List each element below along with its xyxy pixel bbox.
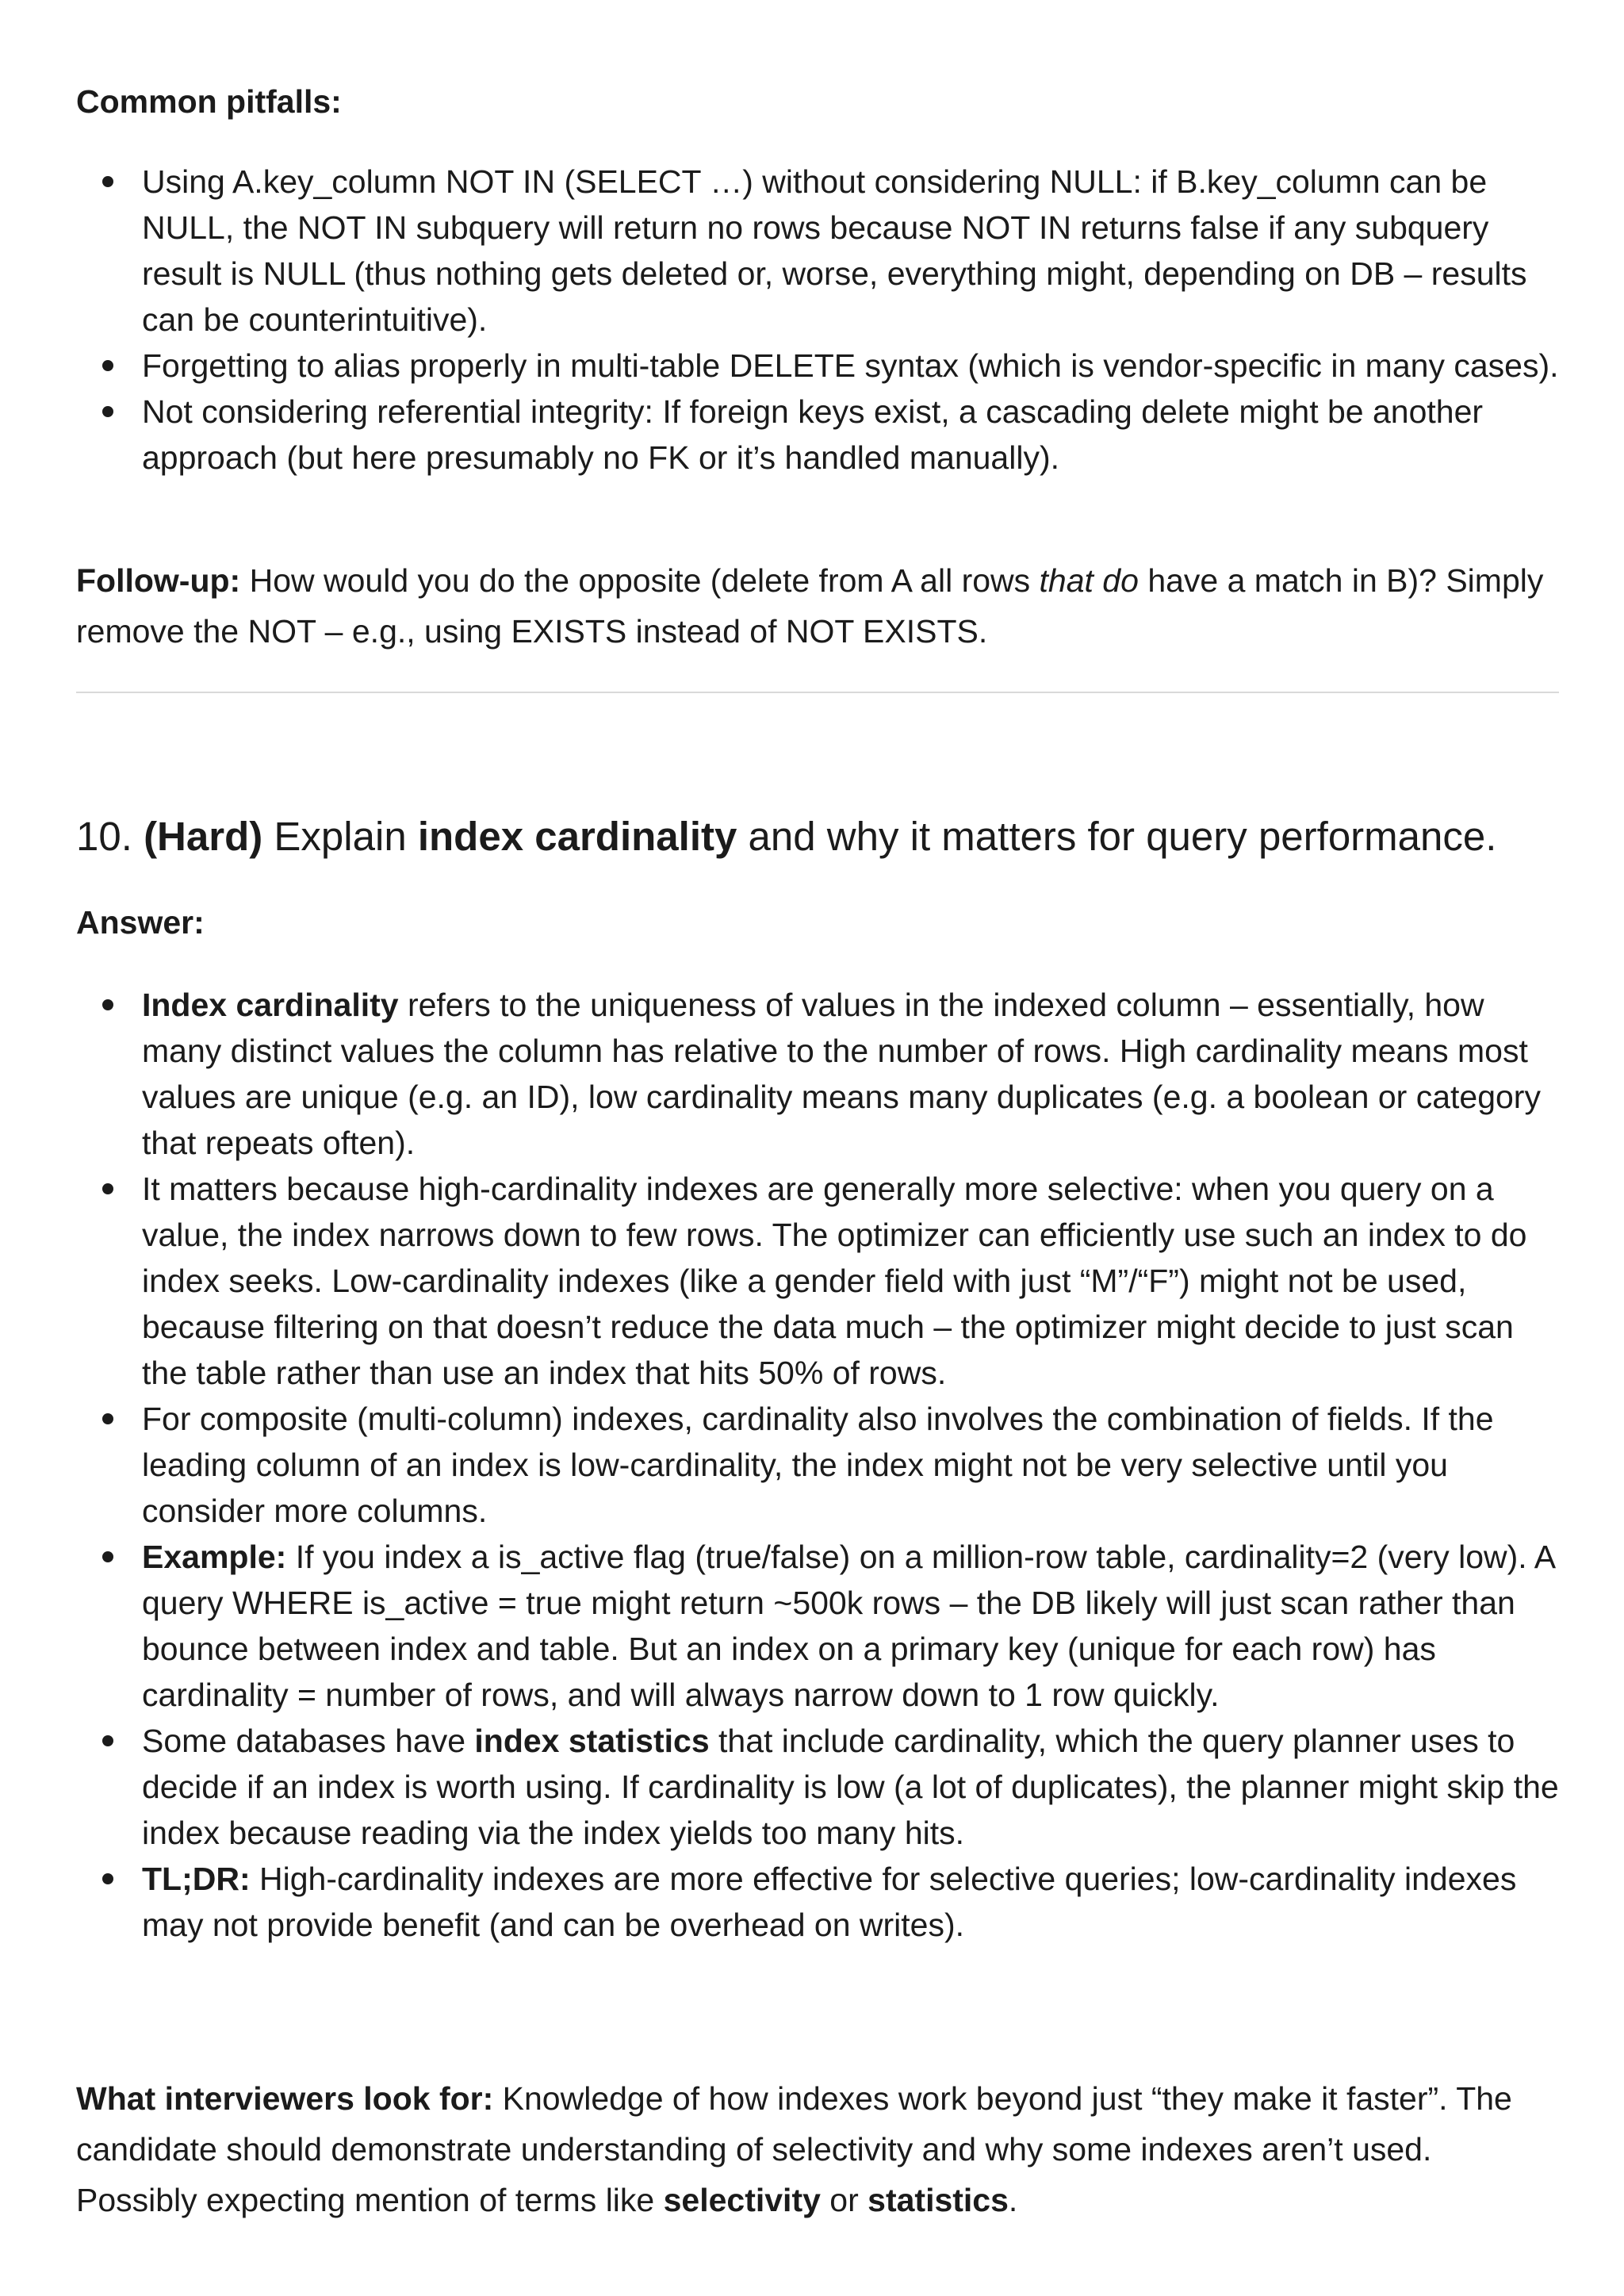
list-item xyxy=(76,1166,1559,1396)
bullet-icon xyxy=(102,1873,113,1884)
list-item-text: If you index a is_active flag (true/false) on a million-row table, cardinality=2 (very low). A query WHERE is_active = true might return ~500k rows – the DB likely will just scan rather than bounce between index and table. But an index on a primary key (unique for each row) has cardinality = number of rows, and will always narrow down to 1 row quickly. xyxy=(142,1539,1554,1713)
bullet-icon xyxy=(102,176,113,187)
answer-list xyxy=(76,982,1559,1948)
bullet-icon xyxy=(102,1183,113,1194)
list-item-text: Not considering referential integrity: If foreign keys exist, a cascading delete might be another approach (but here presumably no FK or it’s handled manually). xyxy=(142,393,1484,476)
list-item-text: Using A.key_column NOT IN (SELECT …) without considering NULL: if B.key_column can be NULL, the NOT IN subquery will return no rows because NOT IN returns false if any subquery result is NULL (thus nothing gets deleted or, worse, everything might, depending on DB – results can be counterintuitive). xyxy=(142,163,1527,338)
bullet-icon xyxy=(102,1413,113,1424)
followup-text-end: have a match in B)? Simply remove the NOT – e.g., using EXISTS instead of NOT EXISTS. xyxy=(76,562,1544,650)
followup-label: Follow-up: xyxy=(76,562,241,599)
interviewers-text-mid: or xyxy=(820,2182,868,2218)
list-item xyxy=(76,1718,1559,1856)
list-item-text: refers to the uniqueness of values in the indexed column – essentially, how many distinct values the column has relative to the number of rows. High cardinality means most values are unique (e.g. an ID), low cardinality means many duplicates (e.g. a boolean or category that repeats often). xyxy=(142,987,1541,1161)
question-term: index cardinality xyxy=(417,814,737,859)
list-item-bold: Example: xyxy=(142,1539,287,1575)
bullet-icon xyxy=(102,1551,113,1562)
pitfalls-heading: Common pitfalls: xyxy=(76,83,342,120)
interviewers-term-statistics: statistics xyxy=(868,2182,1009,2218)
question-text: Explain xyxy=(262,814,418,859)
interviewers-term-selectivity: selectivity xyxy=(663,2182,821,2218)
interviewers-text: Knowledge of how indexes work beyond just “they make it faster”. The candidate should demonstrate understanding of selectivity and why some indexes aren’t used. Possibly expecting mention of terms like xyxy=(76,2080,1512,2218)
list-item xyxy=(76,389,1559,481)
question-text-end: and why it matters for query performance. xyxy=(737,814,1497,859)
list-item xyxy=(76,159,1559,343)
list-item-bold: Index cardinality xyxy=(142,987,399,1023)
list-item xyxy=(76,1534,1559,1718)
followup-paragraph xyxy=(76,555,1559,657)
followup-text: How would you do the opposite (delete from A all rows xyxy=(240,562,1040,599)
bullet-icon xyxy=(102,406,113,417)
list-item-text: High-cardinality indexes are more effective for selective queries; low-cardinality indexes may not provide benefit (and can be overhead on writes). xyxy=(142,1861,1517,1943)
list-item-text: It matters because high-cardinality indexes are generally more selective: when you query on a value, the index narrows down to few rows. The optimizer can efficiently use such an index to do index seeks. Low-cardinality indexes (like a gender field with just “M”/“F”) might not be used, because filtering on that doesn’t reduce the data much – the optimizer might decide to just scan the table rather than use an index that hits 50% of rows. xyxy=(142,1171,1527,1391)
question-heading xyxy=(76,809,1496,864)
bullet-icon xyxy=(102,360,113,371)
question-difficulty: (Hard) xyxy=(144,814,263,859)
list-item-text: Forgetting to alias properly in multi-table DELETE syntax (which is vendor-specific in many cases). xyxy=(142,347,1559,384)
interviewers-label: What interviewers look for: xyxy=(76,2080,494,2117)
question-number: 10. xyxy=(76,814,144,859)
list-item xyxy=(76,1856,1559,1948)
followup-emphasis: that do xyxy=(1039,562,1139,599)
list-item-text: For composite (multi-column) indexes, cardinality also involves the combination of fields. If the leading column of an index is low-cardinality, the index might not be very selective until you consider more columns. xyxy=(142,1401,1494,1529)
list-item xyxy=(76,343,1559,389)
pitfalls-list xyxy=(76,159,1559,481)
answer-heading: Answer: xyxy=(76,904,205,941)
bullet-icon xyxy=(102,1735,113,1746)
list-item-bold: TL;DR: xyxy=(142,1861,251,1897)
list-item-text: that include cardinality, which the query planner uses to decide if an index is worth using. If cardinality is low (a lot of duplicates), the planner might skip the index because reading via the index yields too many hits. xyxy=(142,1723,1559,1851)
interviewers-paragraph xyxy=(76,2073,1559,2225)
list-item-bold: index statistics xyxy=(474,1723,710,1759)
section-divider xyxy=(76,692,1559,693)
list-item xyxy=(76,982,1559,1166)
interviewers-text-end: . xyxy=(1008,2182,1018,2218)
list-item xyxy=(76,1396,1559,1534)
bullet-icon xyxy=(102,999,113,1010)
list-item-text-start: Some databases have xyxy=(142,1723,475,1759)
